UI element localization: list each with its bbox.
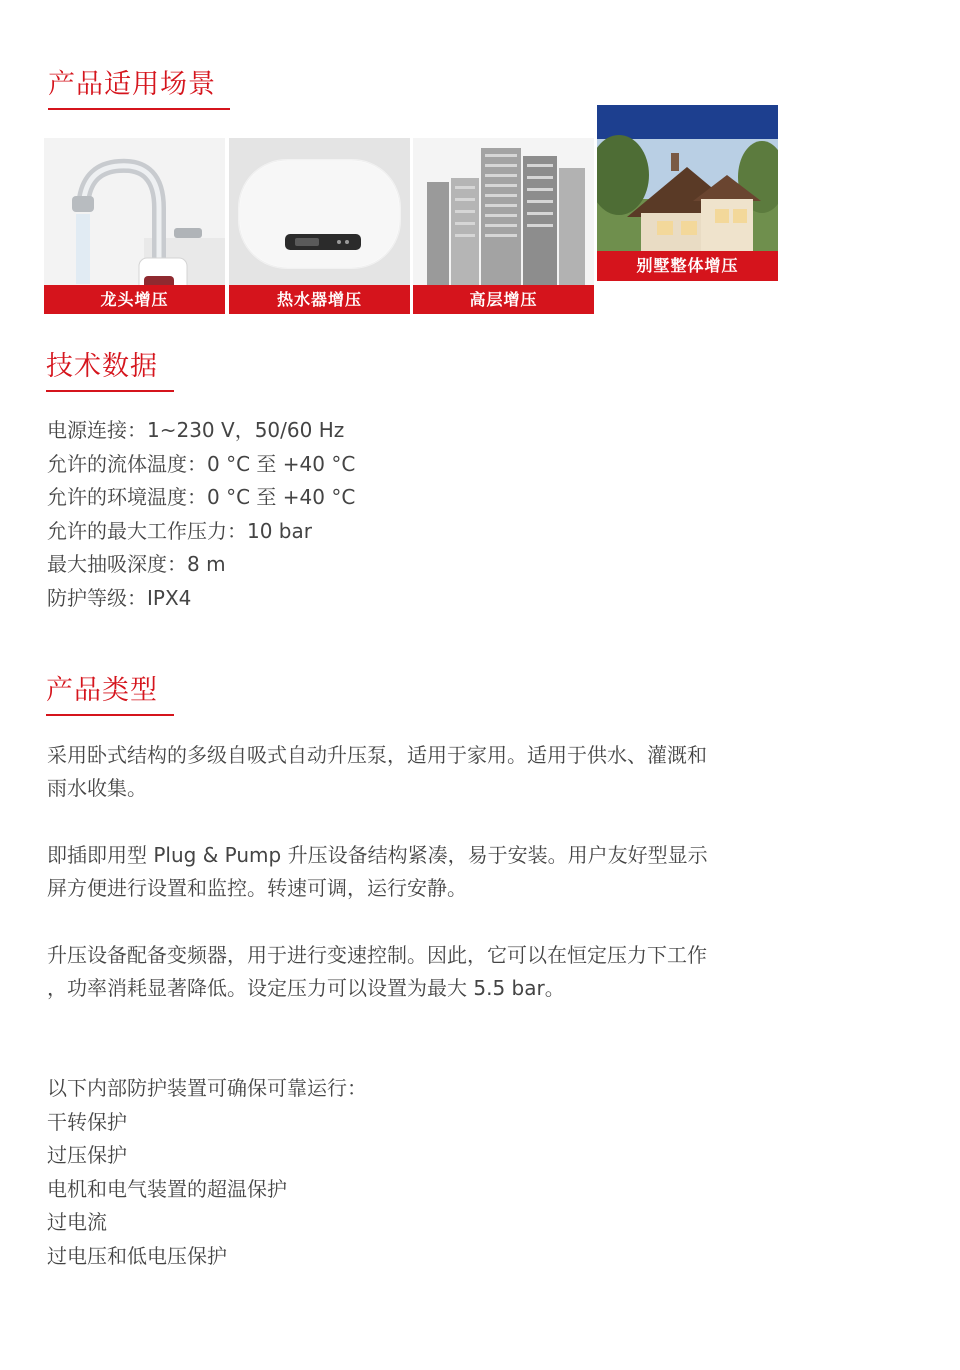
description-paragraph	[47, 739, 787, 805]
paragraph-line: 即插即用型 Plug & Pump 升压设备结构紧凑，易于安装。用户友好型显示	[47, 843, 708, 867]
spec-item: 电源连接：1~230 V，50/60 Hz	[47, 418, 345, 442]
description-paragraph	[47, 939, 787, 1005]
scene-faucet	[44, 138, 225, 314]
paragraph-line: 雨水收集。	[47, 776, 147, 800]
description-paragraph	[47, 839, 787, 905]
spec-item: 防护等级：IPX4	[47, 585, 192, 610]
spec-list	[47, 414, 355, 615]
protection-list	[47, 1072, 367, 1273]
scene-label: 别墅整体增压	[597, 251, 778, 281]
paragraph-line: 屏方便进行设置和监控。转速可调，运行安静。	[47, 876, 467, 900]
product-type-heading: 产品类型	[46, 674, 174, 716]
scene-water-heater	[229, 138, 410, 314]
paragraph-line: 采用卧式结构的多级自吸式自动升压泵，适用于家用。适用于供水、灌溉和	[47, 743, 707, 767]
scene-label: 高层增压	[413, 285, 594, 314]
scenarios-heading: 产品适用场景	[48, 68, 230, 110]
scenarios-gallery	[44, 105, 784, 315]
spec-item: 允许的流体温度：0 °C 至 +40 °C	[47, 451, 356, 476]
spec-item: 允许的环境温度：0 °C 至 +40 °C	[47, 485, 356, 509]
protection-item: 干转保护	[47, 1109, 127, 1134]
scene-label: 龙头增压	[44, 285, 225, 314]
spec-item: 允许的最大工作压力：10 bar	[47, 518, 312, 543]
protection-item: 过电流	[47, 1210, 107, 1234]
spec-item: 最大抽吸深度：8 m	[47, 552, 226, 576]
scene-label: 热水器增压	[229, 285, 410, 314]
paragraph-line: ，功率消耗显著降低。设定压力可以设置为最大 5.5 bar。	[47, 976, 565, 1000]
protection-item: 过电压和低电压保护	[47, 1243, 227, 1268]
scene-high-rise	[413, 138, 594, 314]
paragraph-line: 升压设备配备变频器，用于进行变速控制。因此，它可以在恒定压力下工作	[47, 943, 707, 967]
scene-villa	[597, 105, 778, 281]
tech-data-heading: 技术数据	[46, 350, 174, 392]
protection-intro: 以下内部防护装置可确保可靠运行：	[47, 1076, 367, 1100]
protection-item: 电机和电气装置的超温保护	[47, 1176, 287, 1201]
protection-item: 过压保护	[47, 1143, 127, 1167]
